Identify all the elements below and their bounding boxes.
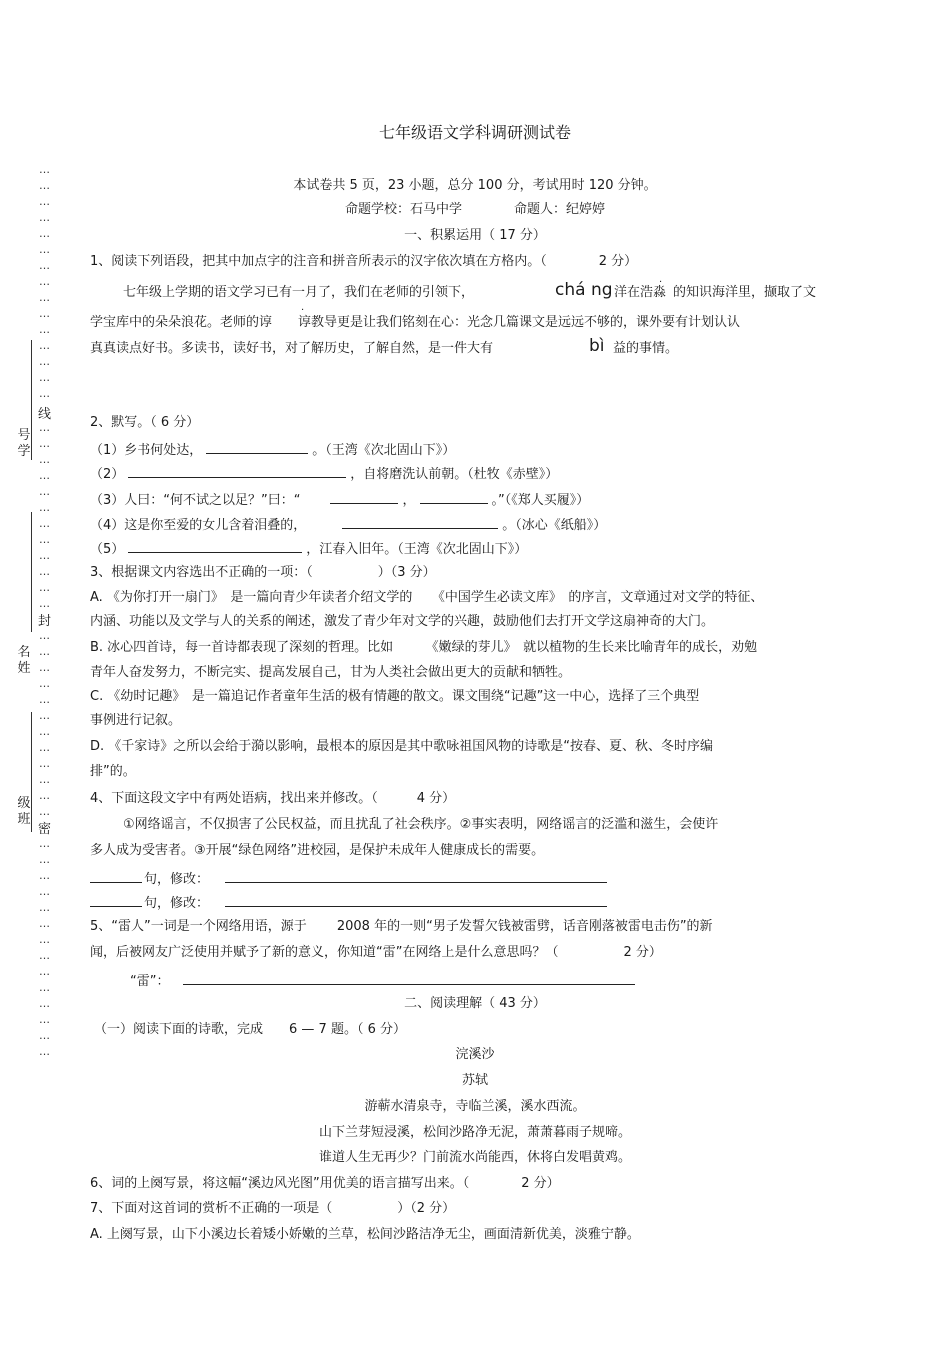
- dotted-cut-line-bottom: … … … … … … … … … … … … … …: [39, 837, 50, 1058]
- q1-stem: 1、阅读下列语段，把其中加点字的注音和拼音所表示的汉字依次填在方格内。（ 2 分）: [90, 254, 638, 269]
- q2-item-3-mid: ，: [402, 493, 416, 508]
- school-author-line: 命题学校：石马中学 命题人：纪婷婷: [344, 202, 605, 217]
- dotted-cut-line-mid1: … … … … … … … … … … … …: [39, 421, 50, 610]
- poem-line: 谁道人生无再少？门前流水尚能西，休将白发唱黄鸡。: [318, 1150, 631, 1165]
- q1-line1-a: 七年级上学期的语文学习已有一月了，我们在老师的引领下，: [123, 285, 475, 300]
- q1-line2: 学宝库中的朵朵浪花。老师的谆 谆教导更是让我们铭刻在心：光念几篇课文是远远不够的，课外要有计划认认: [90, 315, 741, 330]
- q2-item-5-suffix: ，江春入旧年。（王湾《次北固山下》）: [306, 542, 528, 557]
- dotted-cut-line-top: … … … … … … … … … … … … … … …: [39, 163, 50, 400]
- answer-blank[interactable]: [128, 463, 346, 478]
- q2-item-1-prefix: （1）乡书何处达，: [90, 443, 203, 458]
- q1-pinyin-chang: chá ng: [555, 280, 613, 300]
- margin-mark-line: 线: [38, 407, 52, 422]
- q1-line1-c: 的知识海洋里，撷取了文: [673, 285, 817, 300]
- answer-blank[interactable]: [128, 538, 302, 553]
- answer-blank[interactable]: [342, 514, 498, 529]
- q2-item-4-suffix: 。（冰心《纸船》）: [502, 518, 607, 533]
- q4-fix-label: 句，修改：: [144, 896, 210, 911]
- q4-fix-label: 句，修改：: [144, 872, 210, 887]
- answer-blank[interactable]: [330, 489, 398, 504]
- poem-title: 浣溪沙: [455, 1047, 495, 1062]
- q2-item-2-prefix: （2）: [90, 467, 125, 482]
- emphasis-dot: ·: [301, 305, 305, 316]
- q2-item-3: [90, 489, 589, 510]
- answer-blank[interactable]: [206, 439, 308, 454]
- student-name-label: 名姓: [17, 645, 31, 676]
- q5-line1: 5、“雷人”一词是一个网络用语，源于 2008 年的一则“男子发誓欠钱被雷劈，话音刚落被雷电击伤”的新: [90, 919, 713, 934]
- q4-fix-row-2: [90, 892, 611, 913]
- q3-option-a-line2: 内涵、功能以及文学与人的关系的阐述，激发了青少年对文学的兴趣，鼓励他们去打开文学这扇神奇的大门。: [90, 614, 715, 629]
- q4-passage-line1: ①网络谣言，不仅损害了公民权益，而且扰乱了社会秩序。②事实表明，网络谣言的泛滥和滋生，会使许: [123, 817, 719, 832]
- q3-option-b-line2: 青年人奋发努力，不断完实、提高发展自己，甘为人类社会做出更大的贡献和牺牲。: [90, 665, 572, 680]
- q2-item-4-prefix: （4）这是你至爱的女儿含着泪叠的，: [90, 518, 307, 533]
- q2-item-2-suffix: ，自将磨洗认前朝。（杜牧《赤壁》）: [350, 467, 559, 482]
- dotted-cut-line-mid2: … … … … … … … … … … … …: [39, 629, 50, 818]
- margin-mark-secret: 密: [38, 822, 52, 837]
- q2-item-3-prefix: （3）人曰：“何不试之以足？”曰：“: [90, 493, 301, 508]
- q2-item-5-prefix: （5）: [90, 542, 125, 557]
- poem-line: 山下兰芽短浸溪，松间沙路净无泥，萧萧暮雨子规啼。: [318, 1125, 631, 1140]
- q2-item-2: [90, 463, 558, 484]
- answer-blank[interactable]: [90, 868, 142, 883]
- q7-option-a: A. 上阕写景，山下小溪边长着矮小娇嫩的兰草，松间沙路洁净无尘，画面清新优美，淡雅宁静。: [90, 1227, 640, 1242]
- q2-stem: 2、默写。（ 6 分）: [90, 415, 200, 430]
- q1-pinyin-bi: bì: [589, 336, 605, 356]
- emphasis-dot: ·: [659, 277, 663, 288]
- q3-option-b-line1: B. 冰心四首诗，每一首诗都表现了深刻的哲理。比如 《嫩绿的芽儿》 就以植物的生长来比喻青年的成长，劝勉: [90, 640, 758, 655]
- q2-item-3-suffix: 。”（《郑人买履》）: [491, 493, 590, 508]
- q2-item-5: [90, 538, 527, 559]
- q3-option-a-line1: A. 《为你打开一扇门》 是一篇向青少年读者介绍文学的 《中国学生必读文库》 的序言，文章通过对文学的特征、: [90, 590, 764, 605]
- q3-option-d-line2: 排”的。: [90, 764, 136, 779]
- section2-intro: （一）阅读下面的诗歌，完成 6 — 7 题。（ 6 分）: [94, 1022, 406, 1037]
- answer-blank[interactable]: [225, 868, 607, 883]
- q4-stem: 4、下面这段文字中有两处语病，找出来并修改。（ 4 分）: [90, 791, 456, 806]
- q5-line2: 闻，后被网友广泛使用并赋予了新的意义，你知道“雷”在网络上是什么意思吗？（ 2 分）: [90, 945, 662, 960]
- q2-item-1-suffix: 。（王湾《次北固山下》）: [312, 443, 456, 458]
- q3-stem: 3、根据课文内容选出不正确的一项：（ ）（3 分）: [90, 565, 436, 580]
- margin-rule-2: [31, 512, 32, 632]
- poem-line: 游蕲水清泉寺，寺临兰溪，溪水西流。: [364, 1099, 586, 1114]
- answer-blank[interactable]: [183, 970, 635, 985]
- page-title: 七年级语文学科调研测试卷: [378, 123, 571, 142]
- q2-item-4: [90, 514, 606, 535]
- answer-blank[interactable]: [420, 489, 488, 504]
- q5-answer-row: [130, 970, 639, 991]
- q4-passage-line2: 多人成为受害者。③开展“绿色网络”进校园，是保护未成年人健康成长的需要。: [90, 843, 545, 858]
- answer-blank[interactable]: [90, 892, 142, 907]
- q3-option-d-line1: D. 《千家诗》之所以会给于漪以影响，最根本的原因是其中歌咏祖国风物的诗歌是“按春、夏、秋、冬时序编: [90, 739, 714, 754]
- section2-heading: 二、阅读理解（ 43 分）: [404, 996, 546, 1011]
- q6-stem: 6、词的上阕写景，将这幅“溪边风光图”用优美的语言描写出来。（ 2 分）: [90, 1176, 560, 1191]
- exam-info: 本试卷共 5 页，23 小题，总分 100 分，考试用时 120 分钟。: [293, 178, 657, 193]
- q7-stem: 7、下面对这首词的赏析不正确的一项是（ ）（2 分）: [90, 1201, 456, 1216]
- poem-author: 苏轼: [461, 1073, 488, 1088]
- q1-line3-b: 益的事情。: [613, 341, 679, 356]
- q1-line3-a: 真真读点好书。多读书，读好书，对了解历史，了解自然，是一件大有: [90, 341, 494, 356]
- q2-item-1: [90, 439, 455, 460]
- q3-option-c-line1: C. 《幼时记趣》 是一篇追记作者童年生活的极有情趣的散文。课文围绕“记趣”这一中心，选择了三个典型: [90, 689, 700, 704]
- class-label: 级班: [17, 796, 31, 827]
- section1-heading: 一、积累运用（ 17 分）: [404, 228, 546, 243]
- q1-line1-b: 洋在浩淼: [614, 285, 667, 300]
- margin-mark-seal: 封: [38, 614, 52, 629]
- student-number-label: 号学: [17, 428, 31, 459]
- answer-blank[interactable]: [225, 892, 607, 907]
- q3-option-c-line2: 事例进行记叙。: [90, 713, 182, 728]
- q5-answer-label: “雷”：: [130, 974, 170, 989]
- q4-fix-row-1: [90, 868, 611, 889]
